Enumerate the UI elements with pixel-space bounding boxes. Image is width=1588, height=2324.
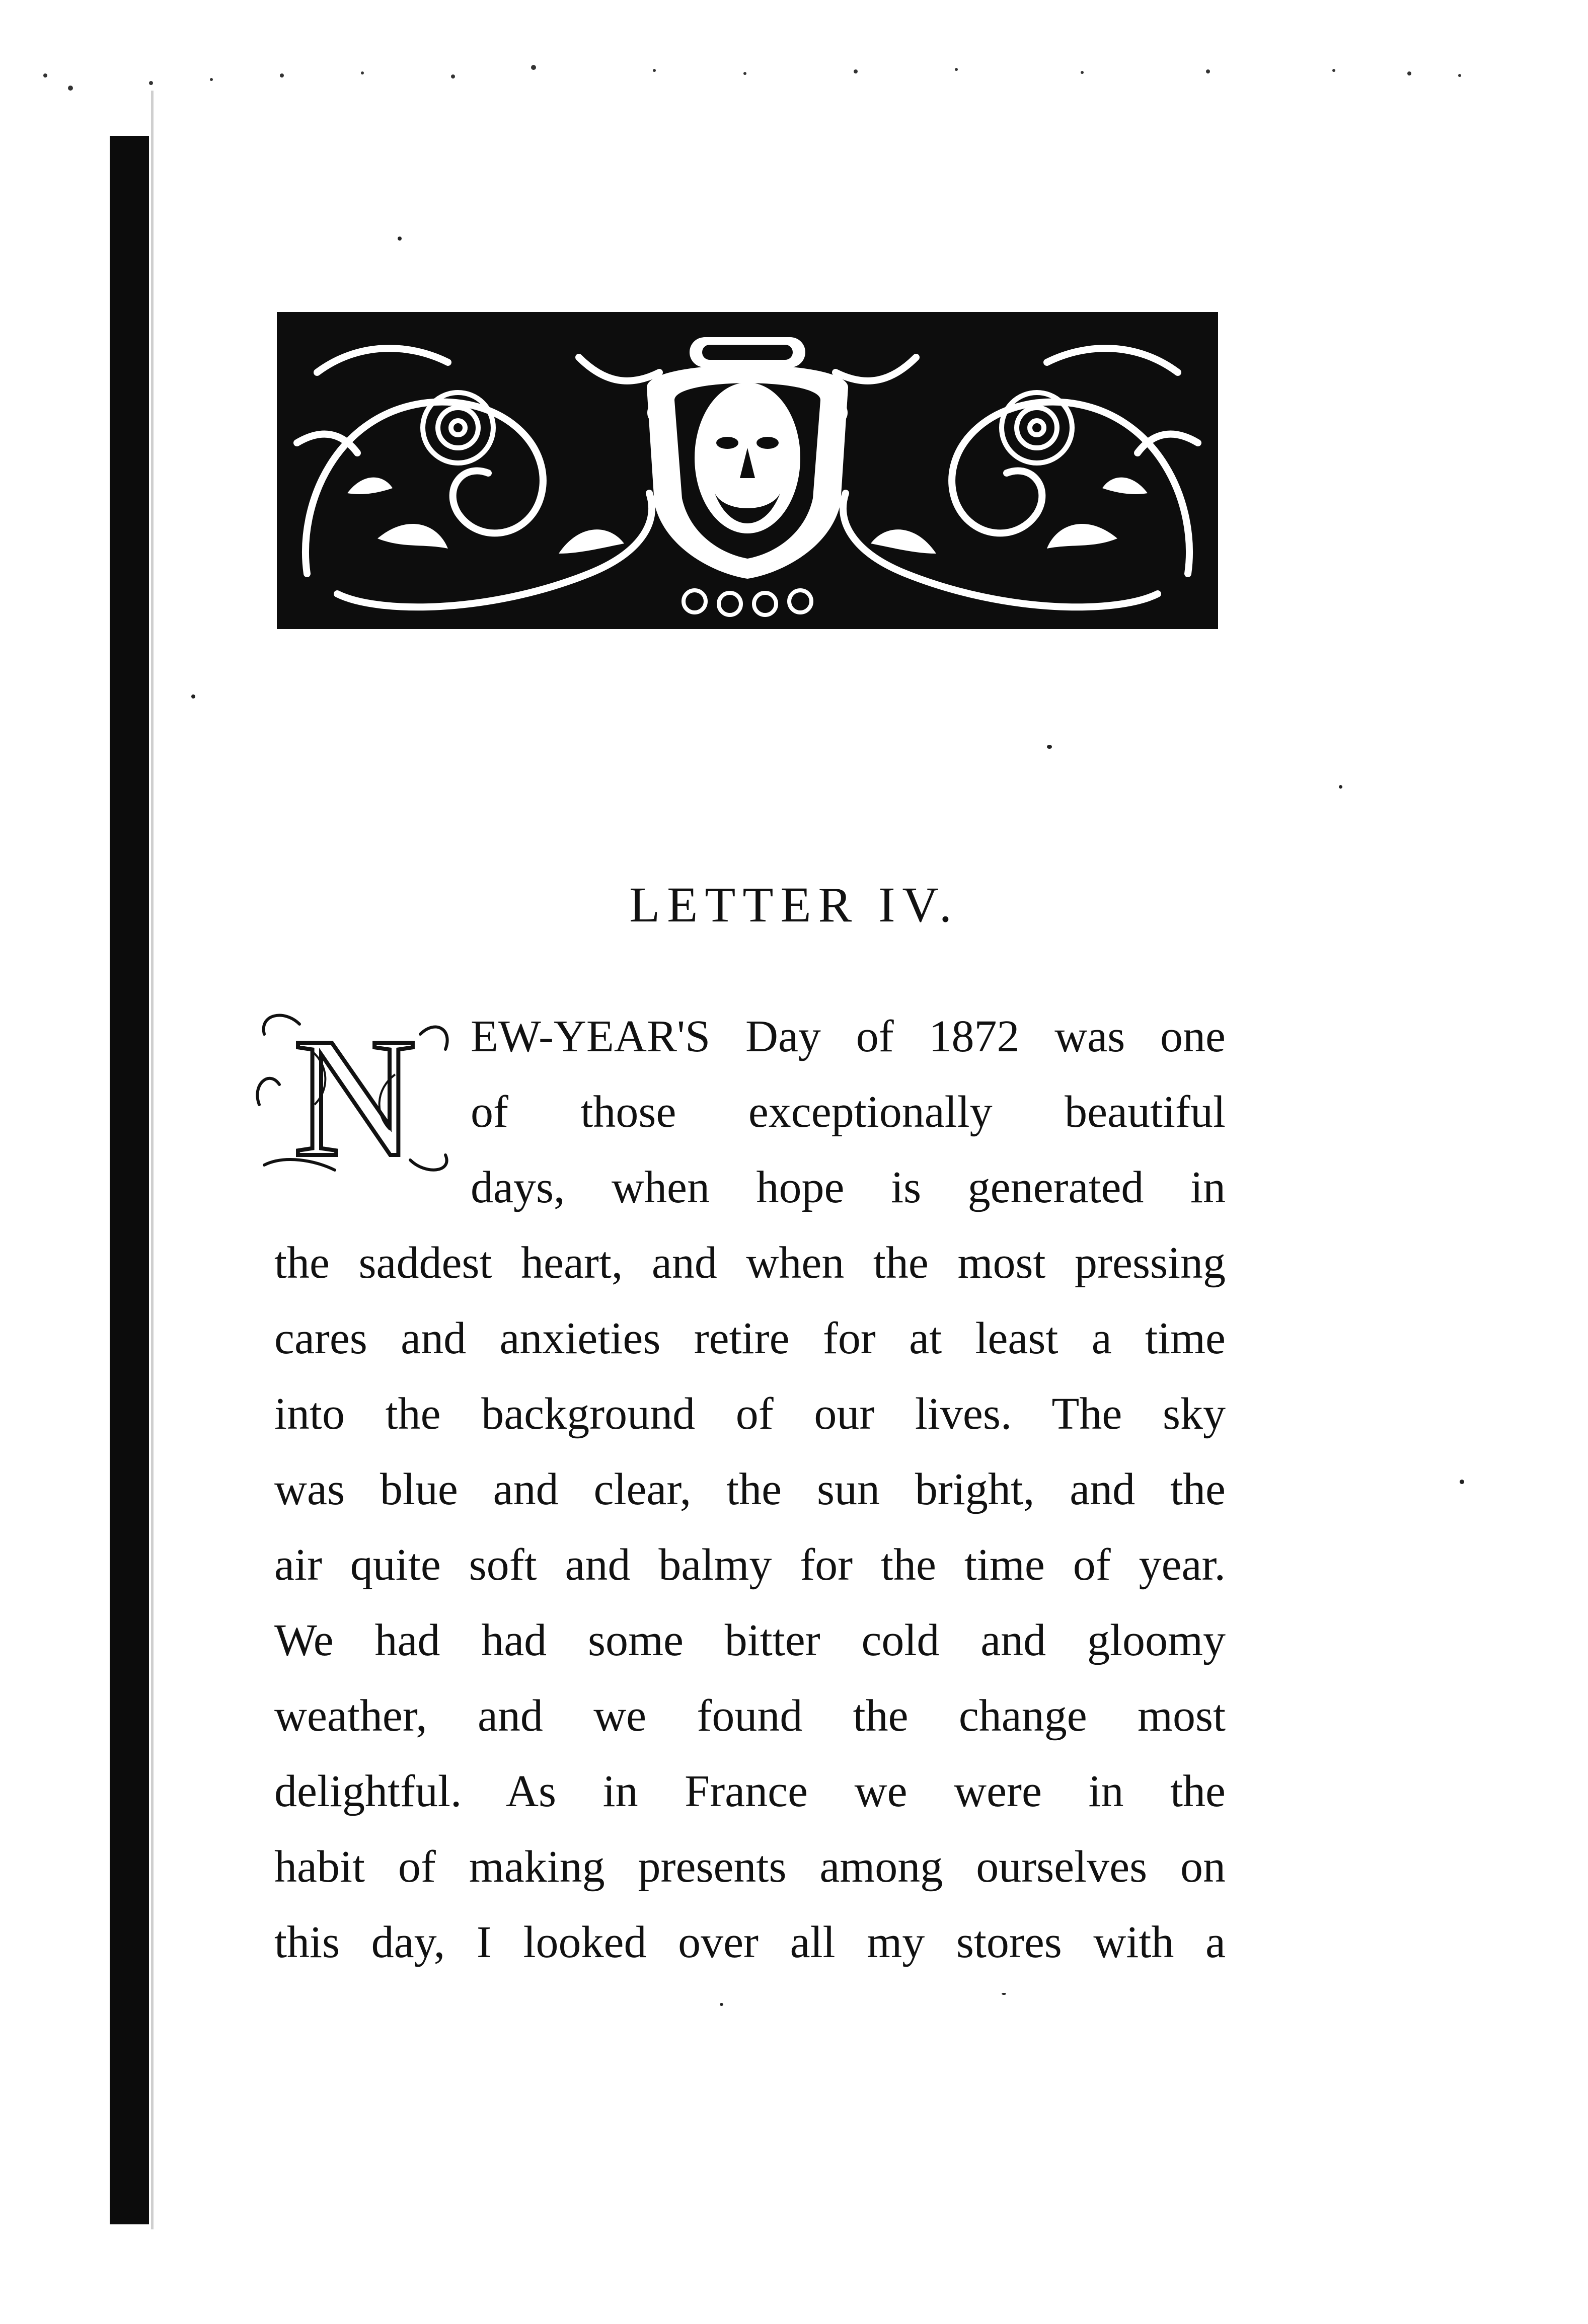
text-line: cares and anxieties retire for at least a time [274, 1313, 1226, 1363]
text-line: was blue and clear, the sun bright, and the [274, 1464, 1226, 1514]
text-line: of those exceptionally beautiful [471, 1087, 1226, 1137]
scan-speck [1002, 1993, 1006, 1995]
scan-speck [191, 694, 195, 699]
scan-noise [0, 60, 1588, 116]
text-line: air quite soft and balmy for the time of year. [274, 1540, 1226, 1590]
scan-speck [1047, 745, 1052, 749]
drop-cap-letter: N [293, 1004, 417, 1178]
page-title: LETTER IV. [629, 877, 959, 933]
text-line: EW-YEAR'S Day of 1872 was one [471, 1012, 1226, 1061]
text-line: days, when hope is generated in [471, 1163, 1226, 1212]
drop-cap-initial-icon [254, 1004, 456, 1178]
ornamental-headpiece-icon [277, 312, 1218, 629]
scan-speck [720, 2003, 723, 2006]
text-line: weather, and we found the change most [274, 1691, 1226, 1741]
scan-speck [398, 237, 402, 241]
text-line: habit of making presents among ourselves on [274, 1842, 1226, 1892]
page-edge [151, 91, 154, 2229]
text-line: We had had some bitter cold and gloomy [274, 1615, 1226, 1665]
scan-speck [1339, 785, 1342, 789]
text-line: the saddest heart, and when the most pressing [274, 1238, 1226, 1288]
book-spine-shadow [110, 136, 149, 2224]
scan-speck [1460, 1480, 1464, 1484]
text-line: delightful. As in France we were in the [274, 1766, 1226, 1816]
text-line: this day, I looked over all my stores with a [274, 1917, 1226, 1967]
text-line: into the background of our lives. The sky [274, 1389, 1226, 1439]
